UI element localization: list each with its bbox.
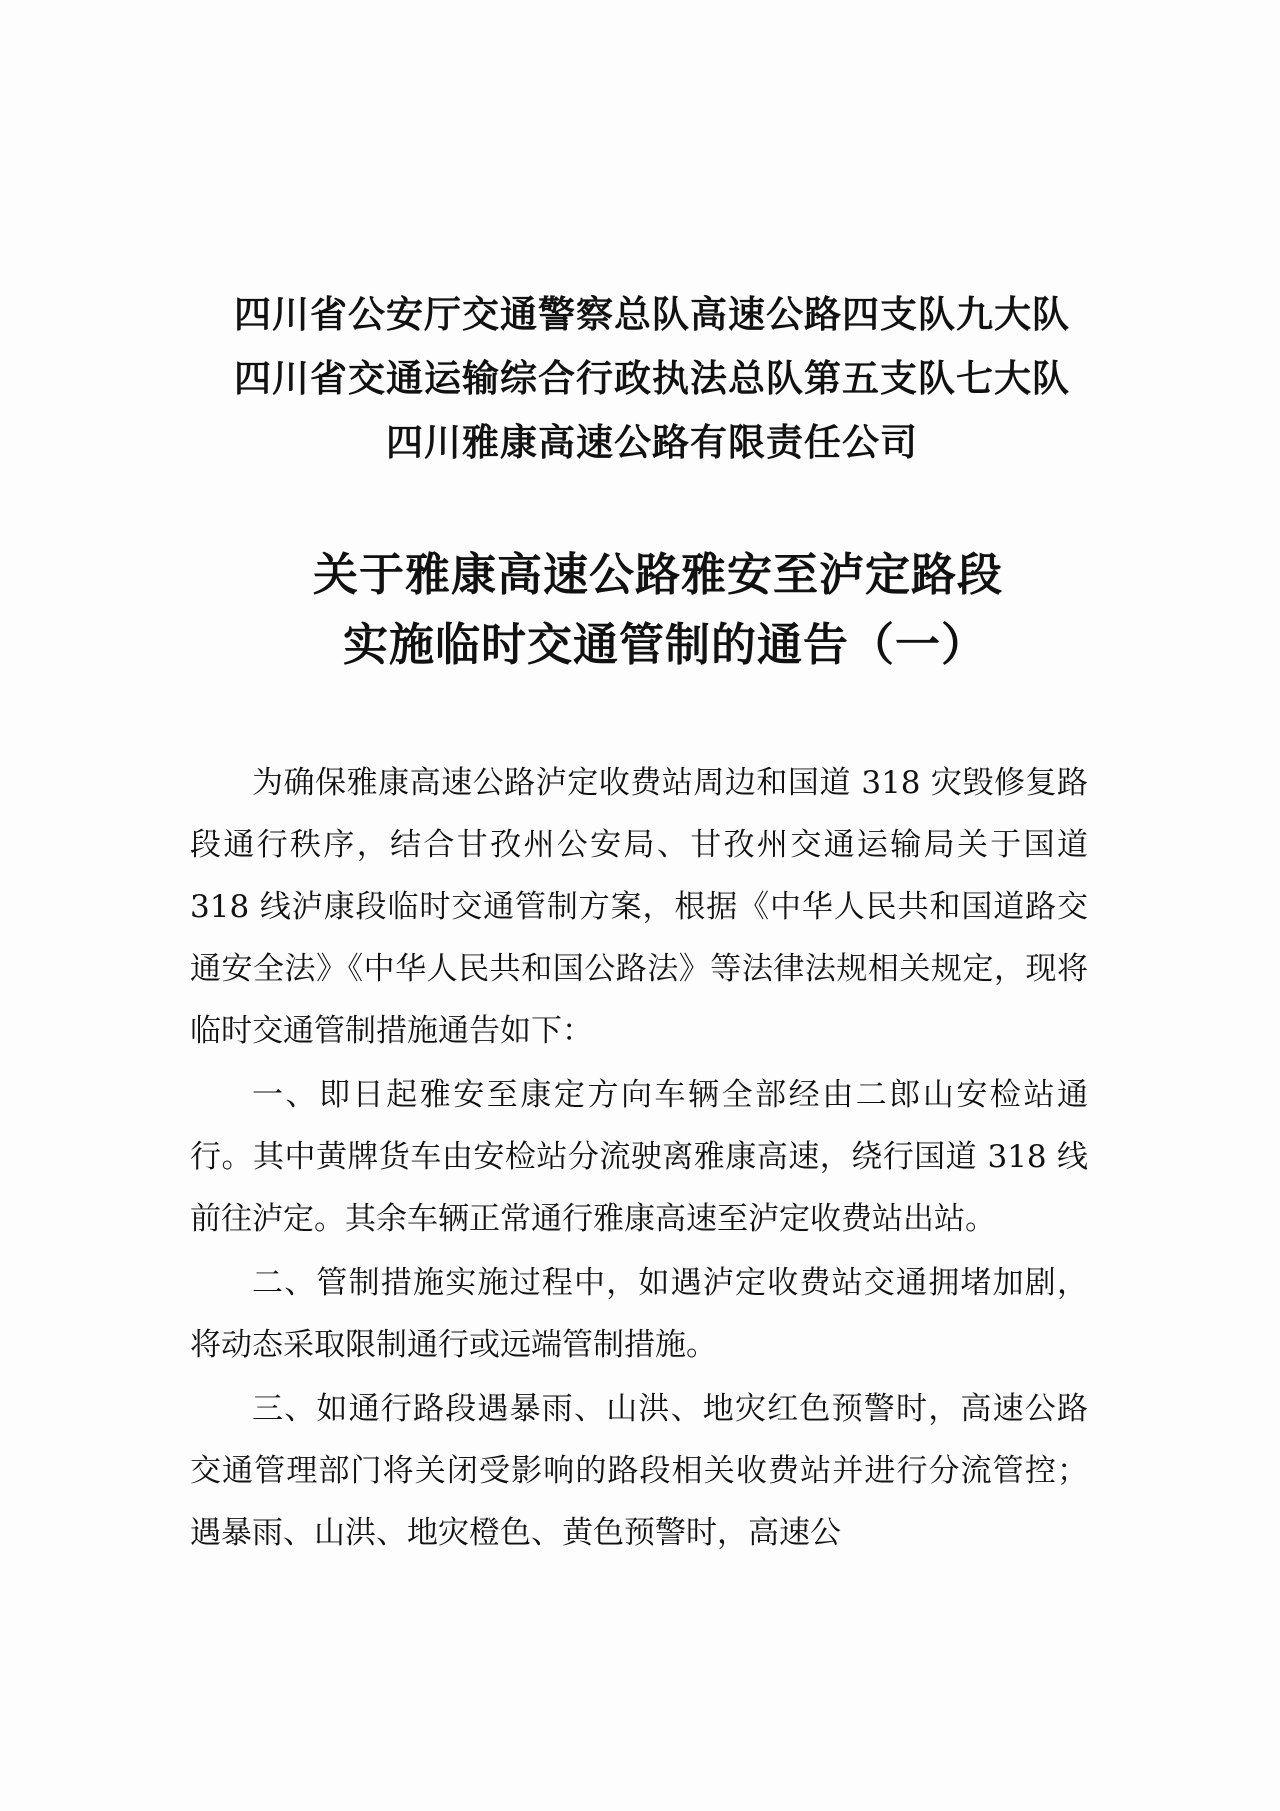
paragraph-intro: 为确保雅康高速公路泸定收费站周边和国道 318 灾毁修复路段通行秩序，结合甘孜州公安局、甘孜州交通运输局关于国道 318 线泸康段临时交通管制方案，根据《中华人民共和国道路交通安全法》《中华人民共和国公路法》等法律法规相关规定，现将临时交通管制措施通告如下： — [190, 765, 1088, 1049]
paragraph-item-1: 一、即日起雅安至康定方向车辆全部经由二郎山安检站通行。其中黄牌货车由安检站分流驶离雅康高速，绕行国道 318 线前往泸定。其余车辆正常通行雅康高速至泸定收费站出站。 — [190, 1077, 1088, 1237]
title-line: 实施临时交通管制的通告（一） — [342, 618, 987, 671]
issuer-line: 四川省公安厅交通警察总队高速公路四支队九大队 — [234, 292, 1070, 336]
issuer-line: 四川省交通运输综合行政执法总队第五支队七大队 — [234, 356, 1070, 400]
notice-title — [0, 540, 1280, 680]
notice-body — [190, 752, 1088, 1564]
issuing-authorities — [0, 282, 1280, 474]
title-line: 关于雅康高速公路雅安至泸定路段 — [312, 548, 1003, 601]
issuer-line: 四川雅康高速公路有限责任公司 — [386, 420, 918, 464]
paragraph-item-3: 三、如通行路段遇暴雨、山洪、地灾红色预警时，高速公路交通管理部门将关闭受影响的路段相关收费站并进行分流管控；遇暴雨、山洪、地灾橙色、黄色预警时，高速公 — [190, 1391, 1088, 1551]
paragraph-item-2: 二、管制措施实施过程中，如遇泸定收费站交通拥堵加剧，将动态采取限制通行或远端管制措施。 — [190, 1265, 1088, 1363]
